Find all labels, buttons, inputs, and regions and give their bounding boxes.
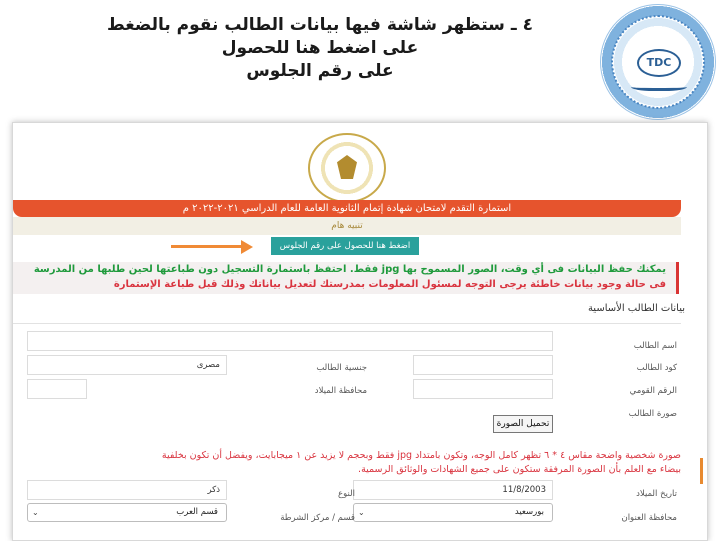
nationality-field[interactable]: مصرى [27, 355, 227, 375]
get-seat-number-button[interactable]: اضغط هنا للحصول على رقم الجلوس [271, 237, 419, 255]
gender-label: النوع [338, 489, 355, 499]
scrollbar-handle[interactable] [700, 458, 703, 484]
arrow-shaft [171, 245, 243, 248]
section-divider [13, 323, 681, 324]
tdc-logo [600, 4, 716, 120]
student-code-field[interactable] [413, 355, 553, 375]
arrow-icon [171, 241, 253, 253]
warning-line-1: يمكنك حفظ البيانات فى أي وقت، الصور المسموح بها jpg فقط. احتفظ باستمارة التسجيل دون طباعتها لحين طلبها من المدرسة [33, 264, 666, 275]
chevron-down-icon: ⌄ [358, 508, 365, 517]
birth-governorate-field[interactable] [27, 379, 87, 399]
instruction-text [95, 14, 545, 83]
address-governorate-value: بورسعيد [514, 507, 544, 517]
warning-box [13, 262, 679, 294]
registration-form-panel [12, 122, 708, 541]
national-id-field[interactable] [413, 379, 553, 399]
student-name-label: اسم الطالب [633, 341, 677, 351]
tdc-logo-mark: TDC [637, 49, 681, 77]
ministry-logo [308, 133, 386, 203]
book-icon [631, 81, 687, 91]
student-photo-label: صورة الطالب [628, 409, 677, 419]
eagle-icon [337, 155, 357, 179]
police-section-label: قسم / مركز الشرطة [280, 513, 355, 523]
photo-note-line-2: بيضاء مع العلم بأن الصورة المرفقة ستكون على جميع الشهادات والوثائق الرسمية. [358, 464, 681, 475]
birth-date-field[interactable]: 11/8/2003 [353, 480, 553, 500]
student-name-field[interactable] [27, 331, 553, 351]
chevron-down-icon: ⌄ [32, 508, 39, 517]
student-code-label: كود الطالب [636, 363, 677, 373]
upload-photo-button[interactable]: تحميل الصورة [493, 415, 553, 433]
birth-governorate-label: محافظة الميلاد [314, 386, 367, 396]
birth-date-label: تاريخ الميلاد [636, 489, 677, 499]
national-id-label: الرقم القومي [629, 386, 677, 396]
instruction-line-2: على رقم الجلوس [246, 61, 394, 81]
address-governorate-label: محافظة العنوان [621, 513, 677, 523]
section-title: بيانات الطالب الأساسية [587, 303, 685, 314]
warning-line-2: فى حالة وجود بيانات خاطئة يرجى التوجه لمسئول المعلومات بمدرستك لتعديل بياناتك وذلك قبل طباعة الإستمارة [113, 279, 666, 290]
gender-field[interactable]: ذكر [27, 480, 227, 500]
arrow-head [241, 240, 253, 254]
nationality-label: جنسية الطالب [316, 363, 367, 373]
address-governorate-select[interactable] [353, 503, 553, 522]
form-title-bar: استمارة التقدم لامتحان شهادة إتمام الثانوية العامة للعام الدراسي ٢٠٢١-٢٠٢٢ م [13, 200, 681, 217]
instruction-line-1: ٤ ـ ستظهر شاشة فيها بيانات الطالب نقوم بالضغط على اضغط هنا للحصول [107, 15, 533, 58]
police-section-select[interactable] [27, 503, 227, 522]
photo-note-line-1: صورة شخصية واضحة مقاس ٤ * ٦ تظهر كامل الوجه، وتكون بامتداد jpg فقط وبحجم لا يزيد عن ١ ميجابايت، ويفضل أن تكون بخلفية [161, 450, 681, 461]
police-section-value: قسم العرب [176, 507, 218, 517]
notice-bar: تنبيه هام [13, 217, 681, 235]
